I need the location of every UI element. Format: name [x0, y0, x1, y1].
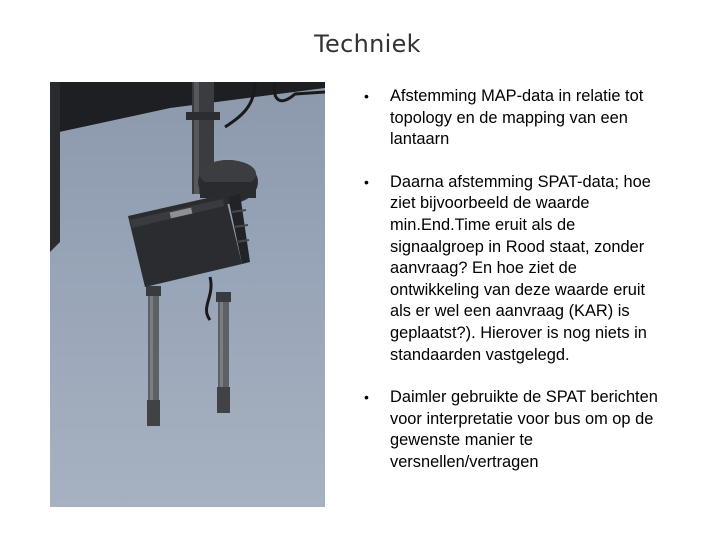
slide-title: Techniek — [314, 30, 421, 58]
bullet-dot: • — [364, 173, 369, 190]
bullet-text: Daarna afstemming SPAT-data; hoe ziet bijvoorbeeld de waarde min.End.Time eruit als de signaalgroep in Rood staat, zonder aanvraag? En hoe ziet de ontwikkeling van deze waarde eruit als er wel een aanvraag (KAR) is geplaatst?). Hierover is nog niets in standaarden vastgelegd. — [390, 172, 651, 364]
bullet-dot: • — [364, 88, 369, 104]
bullet-item — [364, 387, 664, 473]
bullet-dot: • — [364, 389, 369, 406]
bullet-text: Afstemming MAP-data in relatie tot topology en de mapping van een lantaarn — [390, 87, 644, 149]
bullet-text: Daimler gebruikte de SPAT berichten voor interpretatie voor bus om op de gewenste manier te versnellen/vertragen — [390, 388, 658, 471]
bullet-list — [364, 86, 664, 495]
roadside-unit-antenna-photo — [50, 82, 325, 507]
bullet-item — [364, 172, 664, 366]
bullet-item — [364, 86, 664, 151]
